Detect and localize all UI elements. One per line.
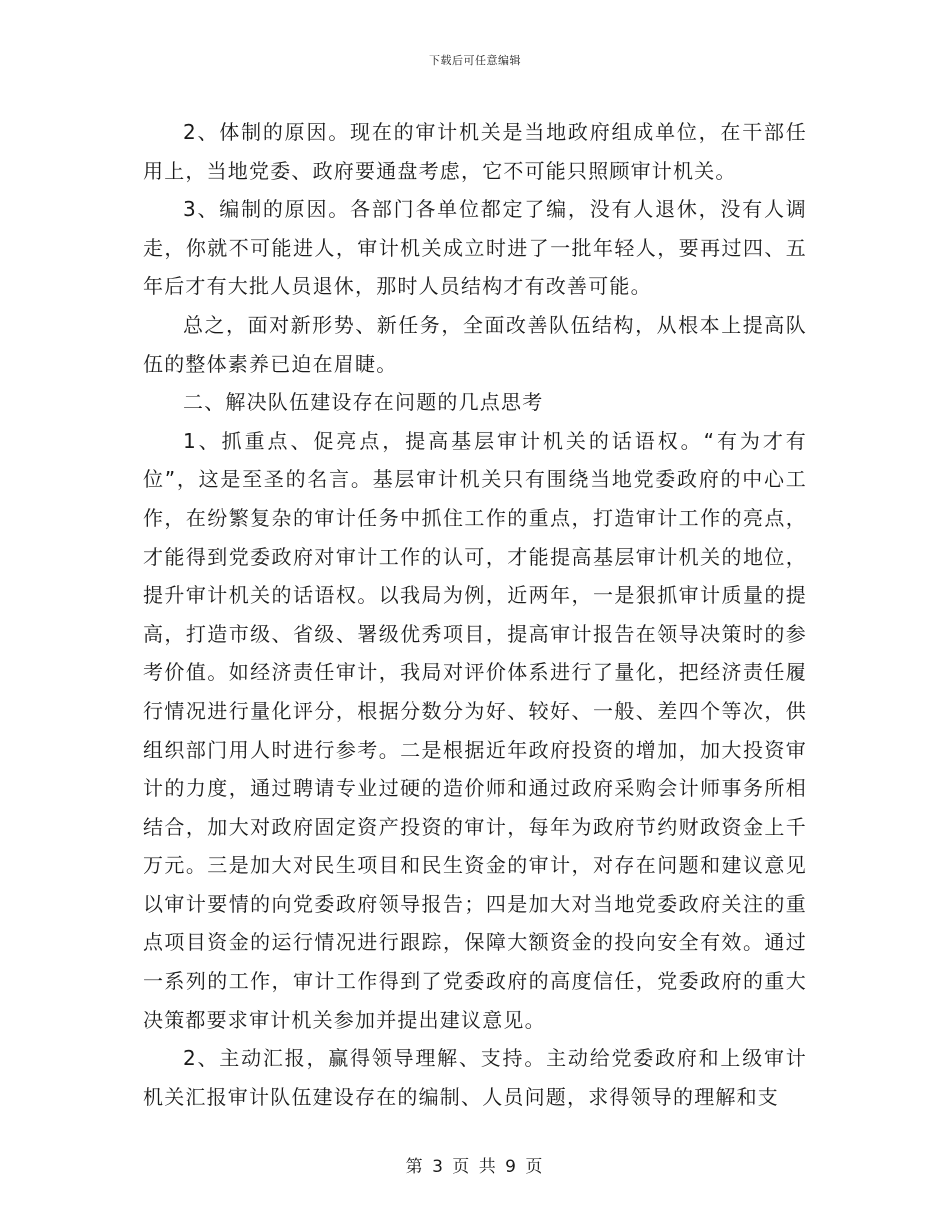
section-heading: 二、解决队伍建设存在问题的几点思考 bbox=[183, 390, 544, 415]
paragraph-summary: 总之，面对新形势、新任务，全面改善队伍结构，从根本上提高队伍的整体素养已迫在眉睫。 bbox=[143, 312, 807, 376]
paragraph-staffing-reason: 3、编制的原因。各部门各单位都定了编，没有人退休，没有人调走，你就不可能进人，审计机关成立时进了一批年轻人，要再过四、五年后才有大批人员退休，那时人员结构才有改善可能。 bbox=[143, 197, 807, 299]
paragraph-system-reason: 2、体制的原因。现在的审计机关是当地政府组成单位，在干部任用上，当地党委、政府要通盘考虑，它不可能只照顾审计机关。 bbox=[143, 120, 807, 183]
document-body bbox=[143, 113, 807, 1116]
paragraph-focus-highlights: 1、抓重点、促亮点，提高基层审计机关的话语权。“有为才有位”，这是至圣的名言。基层审计机关只有围绕当地党委政府的中心工作，在纷繁复杂的审计任务中抓住工作的重点，打造审计工作的亮点，才能得到党委政府对审计工作的认可，才能提高基层审计机关的地位，提升审计机关的话语权。以我局为例，近两年，一是狠抓审计质量的提高，打造市级、省级、署级优秀项目，提高审计报告在领导决策时的参考价值。如经济责任审计，我局对评价体系进行了量化，把经济责任履行情况进行量化评分，根据分数分为好、较好、一般、差四个等次，供组织部门用人时进行参考。二是根据近年政府投资的增加，加大投资审计的力度，通过聘请专业过硬的造价师和通过政府采购会计师事务所相结合，加大对政府固定资产投资的审计，每年为政府节约财政资金上千万元。三是加大对民生项目和民生资金的审计，对存在问题和建议意见以审计要情的向党委政府领导报告；四是加大对当地党委政府关注的重点项目资金的运行情况进行跟踪，保障大额资金的投向安全有效。通过一系列的工作，审计工作得到了党委政府的高度信任，党委政府的重大决策都要求审计机关参加并提出建议意见。 bbox=[143, 428, 807, 1032]
page-header: 下载后可任意编辑 bbox=[429, 54, 521, 67]
page-footer: 第 3 页 共 9 页 bbox=[405, 1157, 545, 1177]
paragraph-report-proactively: 2、主动汇报，赢得领导理解、支持。主动给党委政府和上级审计机关汇报审计队伍建设存在的编制、人员问题，求得领导的理解和支 bbox=[143, 1046, 807, 1109]
